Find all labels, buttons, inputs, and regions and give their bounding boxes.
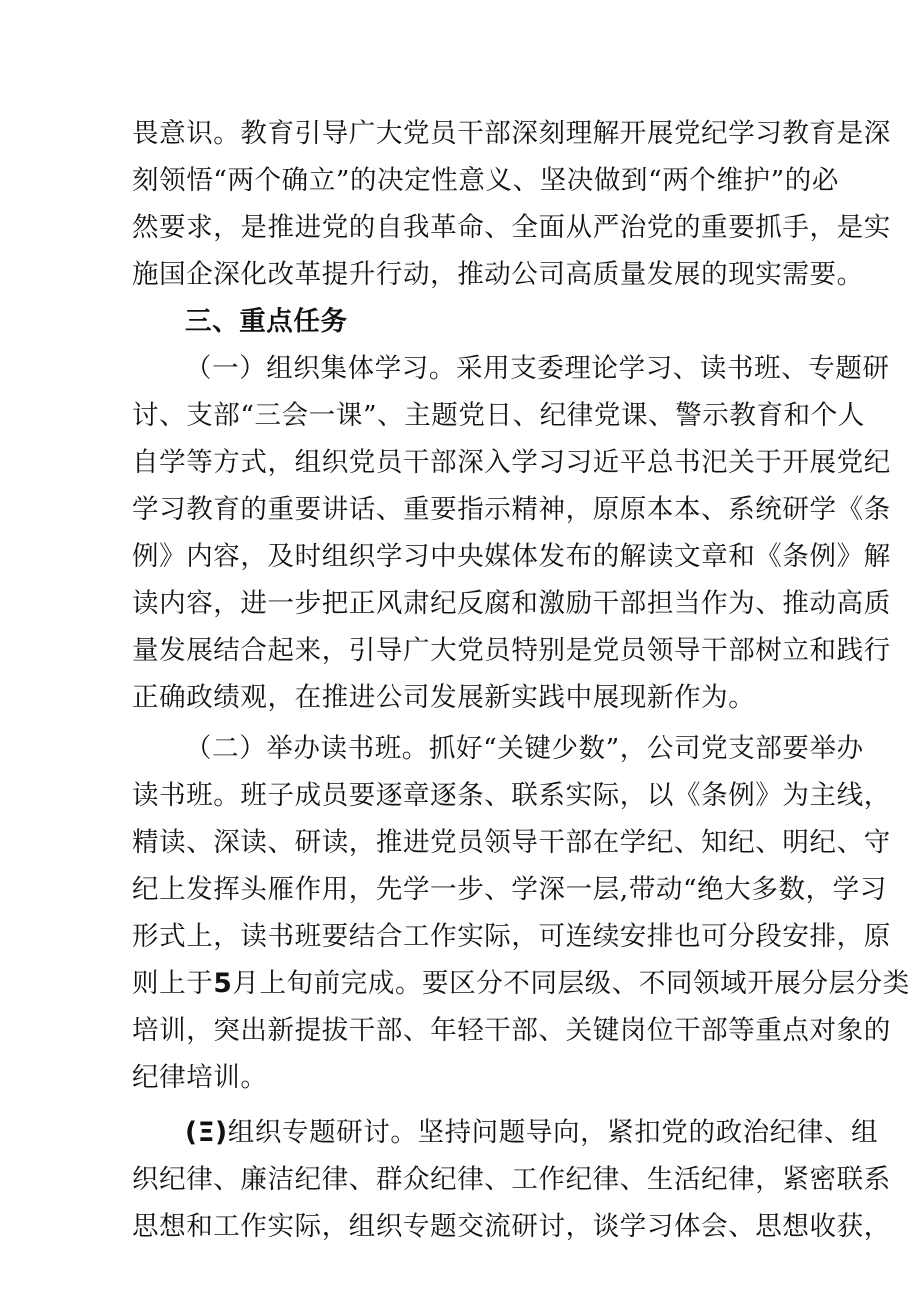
text-line <box>132 1109 879 1156</box>
text-line: 读书班。班子成员要逐章逐条、联系实际，以《条例》为主线， <box>132 780 891 811</box>
text-fragment: 组织专题研讨。坚持问题导向，紧扣党的政治纪律、组 <box>227 1117 879 1148</box>
text-line: 施国企深化改革提升行动，推动公司高质量发展的现实需要。 <box>132 259 864 290</box>
task-3-marker: (Ξ) <box>185 1117 228 1148</box>
text-line: 思想和工作实际，组织专题交流研讨，谈学习体会、思想收获， <box>132 1211 891 1242</box>
document-body <box>132 110 910 1250</box>
deadline-month-number: 5 <box>213 968 233 999</box>
text-line <box>132 960 910 1007</box>
text-line: 学习教育的重要讲话、重要指示精神，原原本本、系统研学《条 <box>132 494 891 525</box>
text-line: 纪上发挥头雁作用，先学一步、学深一层,带动“绝大多数，学习 <box>132 874 887 905</box>
text-line: （一）组织集体学习。采用支委理论学习、读书班、专题研 <box>185 353 890 384</box>
task-3-paragraph <box>132 1109 891 1250</box>
text-line: 刻领悟“两个确立”的决定性意义、坚决做到“两个维护”的必 <box>132 165 839 196</box>
text-line: 自学等方式，组织党员干部深入学习习近平总书汜关于开展党纪 <box>132 447 891 478</box>
intro-paragraph <box>132 110 891 298</box>
text-line: 正确政绩观，在推进公司发展新实践中展现新作为。 <box>132 682 756 713</box>
text-line: 织纪律、廉洁纪律、群众纪律、工作纪律、生活纪律，紧密联系 <box>132 1164 891 1195</box>
text-line: 纪律培训。 <box>132 1062 268 1093</box>
text-line: 读内容，进一步把正风肃纪反腐和激励干部担当作为、推动高质 <box>132 588 891 619</box>
text-line: 然要求，是推进党的自我革命、全面从严治党的重要抓手，是实 <box>132 212 891 243</box>
text-line: 讨、支部“三会一课”、主题党日、纪律党课、警示教育和个人 <box>132 400 865 431</box>
section-heading: 三、重点任务 <box>185 306 348 337</box>
text-line: 培训，突出新提拔干部、年轻干部、关键岗位干部等重点对象的 <box>132 1015 891 1046</box>
text-line: 例》内容，及时组织学习中央媒体发布的解读文章和《条例》解 <box>132 541 891 572</box>
text-fragment: 月上旬前完成。要区分不同层级、不同领域开展分层分类 <box>232 968 910 999</box>
task-2-paragraph <box>132 725 910 1101</box>
text-line: 畏意识。教育引导广大党员干部深刻理解开展党纪学习教育是深 <box>132 118 891 149</box>
text-line: （二）举办读书班。抓好“关键少数”，公司党支部要举办 <box>185 733 864 764</box>
task-1-paragraph <box>132 345 891 721</box>
text-line: 量发展结合起来，引导广大党员特别是党员领导干部树立和践行 <box>132 635 891 666</box>
text-line: 形式上，读书班要结合工作实际，可连续安排也可分段安排，原 <box>132 921 891 952</box>
text-line: 精读、深读、研读，推进党员领导干部在学纪、知纪、明纪、守 <box>132 827 891 858</box>
text-fragment: 则上于 <box>132 968 214 999</box>
